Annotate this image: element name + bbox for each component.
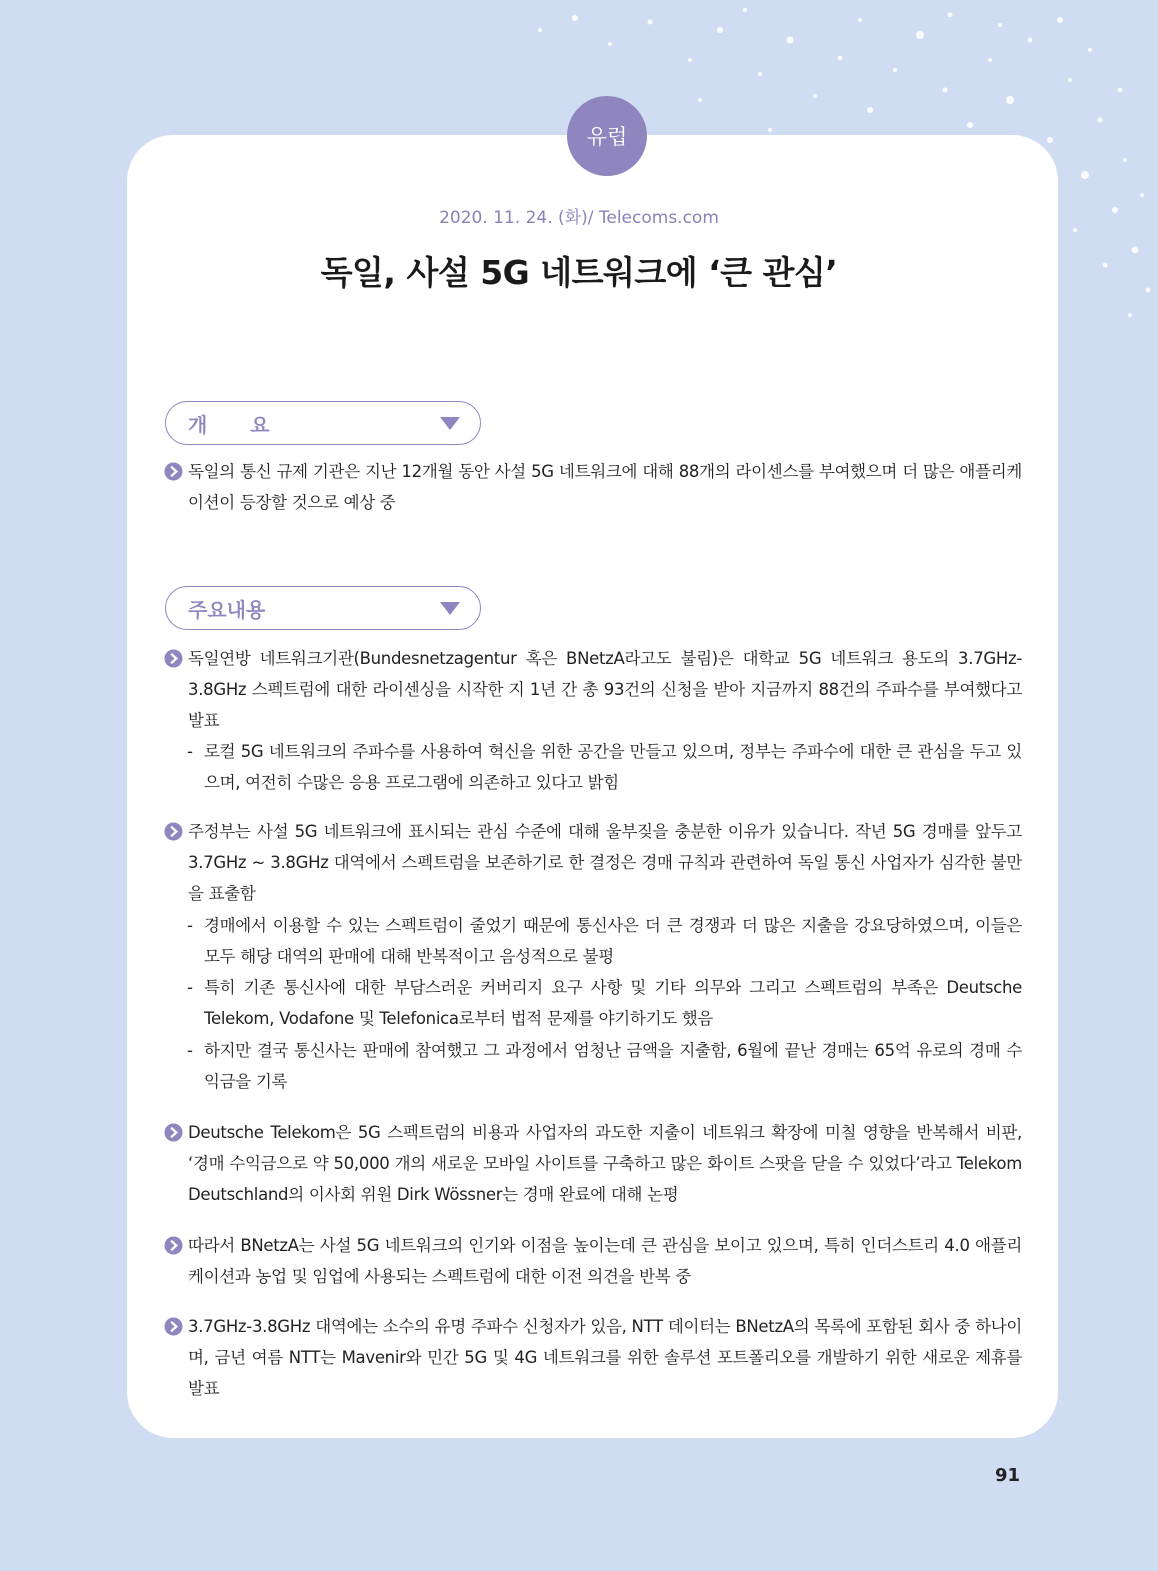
main-bullet [164,643,1022,736]
page-number: 91 [994,1465,1020,1486]
main-bullet [164,816,1022,909]
main-section-header [165,586,481,630]
article-title: 독일, 사설 5G 네트워크에 ‘큰 관심’ [320,253,838,292]
chevron-right-icon [164,649,183,668]
chevron-right-icon [164,1236,183,1255]
sub-bullet [187,736,1022,798]
main-bullet-text: 3.7GHz-3.8GHz 대역에는 소수의 유명 주파수 신청자가 있음, NTT 데이터는 BNetzA의 목록에 포함된 회사 중 하나이며, 금년 여름 NTT는 Mavenir와 민간 5G 및 4G 네트워크를 위한 솔루션 포트폴리오를 개발하기 위한 새로운 제휴를 발표 [188,1317,1022,1398]
chevron-right-icon [164,1317,183,1336]
overview-bullet-text: 독일의 통신 규제 기관은 지난 12개월 동안 사설 5G 네트워크에 대해 88개의 라이센스를 부여했으며 더 많은 애플리케이션이 등장할 것으로 예상 중 [188,462,1022,512]
overview-section-header [165,401,481,445]
main-bullet [164,1117,1022,1210]
main-label: 주요내용 [188,597,266,622]
overview-bullet [164,456,1022,518]
source-date-line: 2020. 11. 24. (화)/ Telecoms.com [439,208,719,228]
main-bullet-text: 주정부는 사설 5G 네트워크에 표시되는 관심 수준에 대해 울부짖을 충분한 이유가 있습니다. 작년 5G 경매를 앞두고 3.7GHz ~ 3.8GHz 대역에서 스펙트럼을 보존하기로 한 결정은 경매 규칙과 관련하여 독일 통신 사업자가 심각한 불만을 표출함 [188,822,1022,903]
sub-bullet-text: 로컬 5G 네트워크의 주파수를 사용하여 혁신을 위한 공간을 만들고 있으며, 정부는 주파수에 대한 큰 관심을 두고 있으며, 여전히 수많은 응용 프로그램에 의존하고 있다고 밝힘 [204,742,1022,792]
triangle-down-icon [440,602,460,615]
region-label: 유럽 [586,125,628,149]
main-bullet [164,1230,1022,1292]
main-bullet-text: 따라서 BNetzA는 사설 5G 네트워크의 인기와 이점을 높이는데 큰 관심을 보이고 있으며, 특히 인더스트리 4.0 애플리케이션과 농업 및 임업에 사용되는 스펙트럼에 대한 이전 의견을 반복 중 [188,1236,1022,1286]
main-bullet-text: 독일연방 네트워크기관(Bundesnetzagentur 혹은 BNetzA라고도 불림)은 대학교 5G 네트워크 용도의 3.7GHz-3.8GHz 스펙트럼에 대한 라이센싱을 시작한 지 1년 간 총 93건의 신청을 받아 지금까지 88건의 주파수를 부여했다고 발표 [188,649,1022,730]
main-bullet-text: Deutsche Telekom은 5G 스펙트럼의 비용과 사업자의 과도한 지출이 네트워크 확장에 미칠 영향을 반복해서 비판, ‘경매 수익금으로 약 50,000 개의 새로운 모바일 사이트를 구축하고 많은 화이트 스팟을 닫을 수 있었다’라고 Telekom Deutschland의 이사회 위원 Dirk Wössner는 경매 완료에 대해 논평 [188,1123,1022,1204]
dash-marker: - [187,978,193,997]
main-bullet [164,1311,1022,1404]
sub-bullet-text: 특히 기존 통신사에 대한 부담스러운 커버리지 요구 사항 및 기타 의무와 그리고 스펙트럼의 부족은 Deutsche Telekom, Vodafone 및 Telefonica로부터 법적 문제를 야기하기도 했음 [204,978,1022,1028]
sub-bullet-text: 하지만 결국 통신사는 판매에 참여했고 그 과정에서 엄청난 금액을 지출함, 6월에 끝난 경매는 65억 유로의 경매 수익금을 기록 [204,1041,1022,1091]
sub-bullet-text: 경매에서 이용할 수 있는 스펙트럼이 줄었기 때문에 통신사은 더 큰 경쟁과 더 많은 지출을 강요당하였으며, 이들은 모두 해당 대역의 판매에 대해 반복적이고 음성적으로 불평 [204,916,1022,966]
dash-marker: - [187,742,193,761]
dash-marker: - [187,916,193,935]
region-badge [567,96,647,176]
triangle-down-icon [440,417,460,430]
chevron-right-icon [164,462,183,481]
chevron-right-icon [164,1123,183,1142]
chevron-right-icon [164,822,183,841]
sub-bullet [187,910,1022,972]
sub-bullet [187,972,1022,1034]
dash-marker: - [187,1041,193,1060]
sub-bullet [187,1035,1022,1097]
overview-label: 개 요 [188,412,288,437]
